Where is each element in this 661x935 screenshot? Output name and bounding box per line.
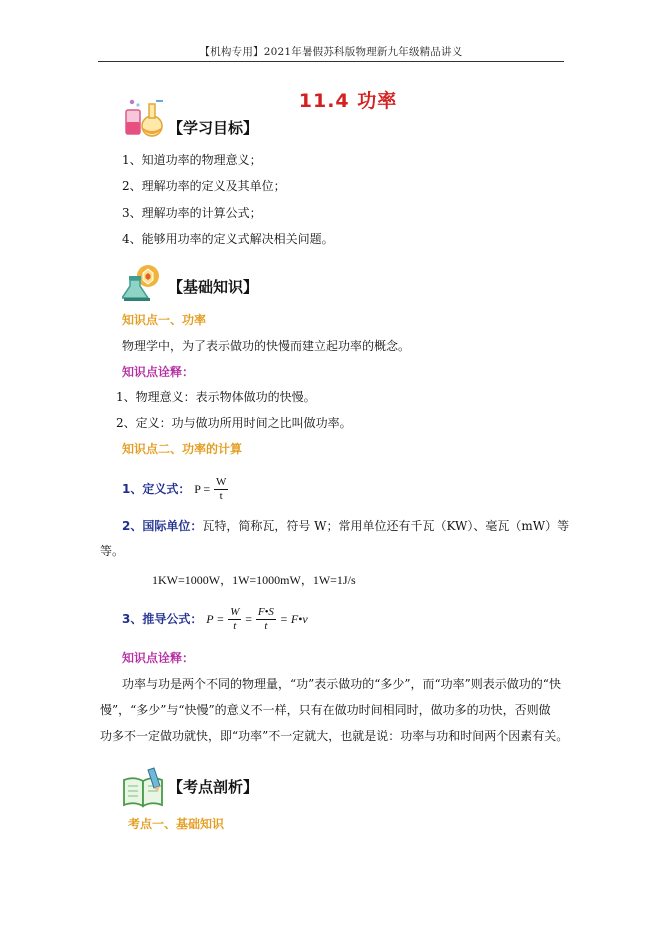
fraction-w-over-t <box>214 476 228 503</box>
derived-tail: = F•v <box>279 612 308 626</box>
exam-point-heading: 考点一、基础知识 <box>128 817 225 831</box>
fraction-numerator: W <box>216 476 227 488</box>
section-title-goals: 【学习目标】 <box>168 119 259 137</box>
definition-formula-row <box>122 474 228 504</box>
derived-p: P = <box>206 612 225 626</box>
flask-icon <box>122 96 166 140</box>
fraction-denominator: t <box>219 490 223 502</box>
derived-label: 3、推导公式： <box>122 612 203 626</box>
unit-text-continuation: 等。 <box>100 544 125 558</box>
page-title: 11.4 功率 <box>298 90 398 112</box>
kp2-heading: 知识点二、功率的计算 <box>122 442 243 456</box>
derived-formula-row <box>122 604 308 634</box>
unit-label: 2、国际单位： <box>122 519 203 533</box>
fraction-denominator: t <box>264 620 268 632</box>
header-divider <box>98 61 564 62</box>
unit-conversion: 1KW=1000W，1W=1000mW，1W=1J/s <box>152 573 356 587</box>
fraction-numerator: W <box>230 606 240 618</box>
formula-lhs: P = <box>194 482 211 496</box>
kp1-note-item-1: 1、物理意义：表示物体做功的快慢。 <box>116 390 316 404</box>
goal-item-3: 3、理解功率的计算公式； <box>122 206 262 220</box>
goal-item-1: 1、知道功率的物理意义； <box>122 153 262 167</box>
kp2-note-line-3: 功多不一定做功就快，即“功率”不一定就大，也就是说：功率与功和时间两个因素有关。 <box>100 729 569 743</box>
goal-item-4: 4、能够用功率的定义式解决相关问题。 <box>122 232 334 246</box>
goal-item-2: 2、理解功率的定义及其单位； <box>122 179 286 193</box>
kp2-note-line-2: 慢”，“多少”与“快慢”的意义不一样，只有在做功时间相同时，做功多的功快，否则做 <box>100 703 551 717</box>
kp1-note-item-2: 2、定义：功与做功所用时间之比叫做功率。 <box>116 416 352 430</box>
section-title-analysis: 【考点剖析】 <box>168 778 259 796</box>
fraction-numerator: F•S <box>257 606 274 618</box>
kp1-text: 物理学中，为了表示做功的快慢而建立起功率的概念。 <box>122 339 411 353</box>
section-title-basics: 【基础知识】 <box>168 278 259 296</box>
kp2-note-line-1: 功率与功是两个不同的物理量，“功”表示做功的“多少”，而“功率”则表示做功的“快 <box>122 677 561 691</box>
fraction-fs-over-t <box>256 606 276 633</box>
page-header: 【机构专用】2021年暑假苏科版物理新九年级精品讲义 <box>199 46 463 58</box>
fraction-denominator: t <box>233 620 237 632</box>
kp1-note-heading: 知识点诠释： <box>122 365 195 379</box>
definition-label: 1、定义式： <box>122 482 191 496</box>
kp2-note-heading: 知识点诠释： <box>122 651 195 665</box>
derived-equals: = <box>245 612 253 626</box>
kp1-heading: 知识点一、功率 <box>122 313 207 327</box>
unit-text: 瓦特，简称瓦，符号 W；常用单位还有千瓦（KW）、毫瓦（mW）等 <box>202 519 570 533</box>
fraction-w-over-t-2 <box>228 606 241 633</box>
book-pencil-icon <box>122 766 166 810</box>
unit-row <box>122 518 569 534</box>
beaker-icon <box>122 260 166 304</box>
